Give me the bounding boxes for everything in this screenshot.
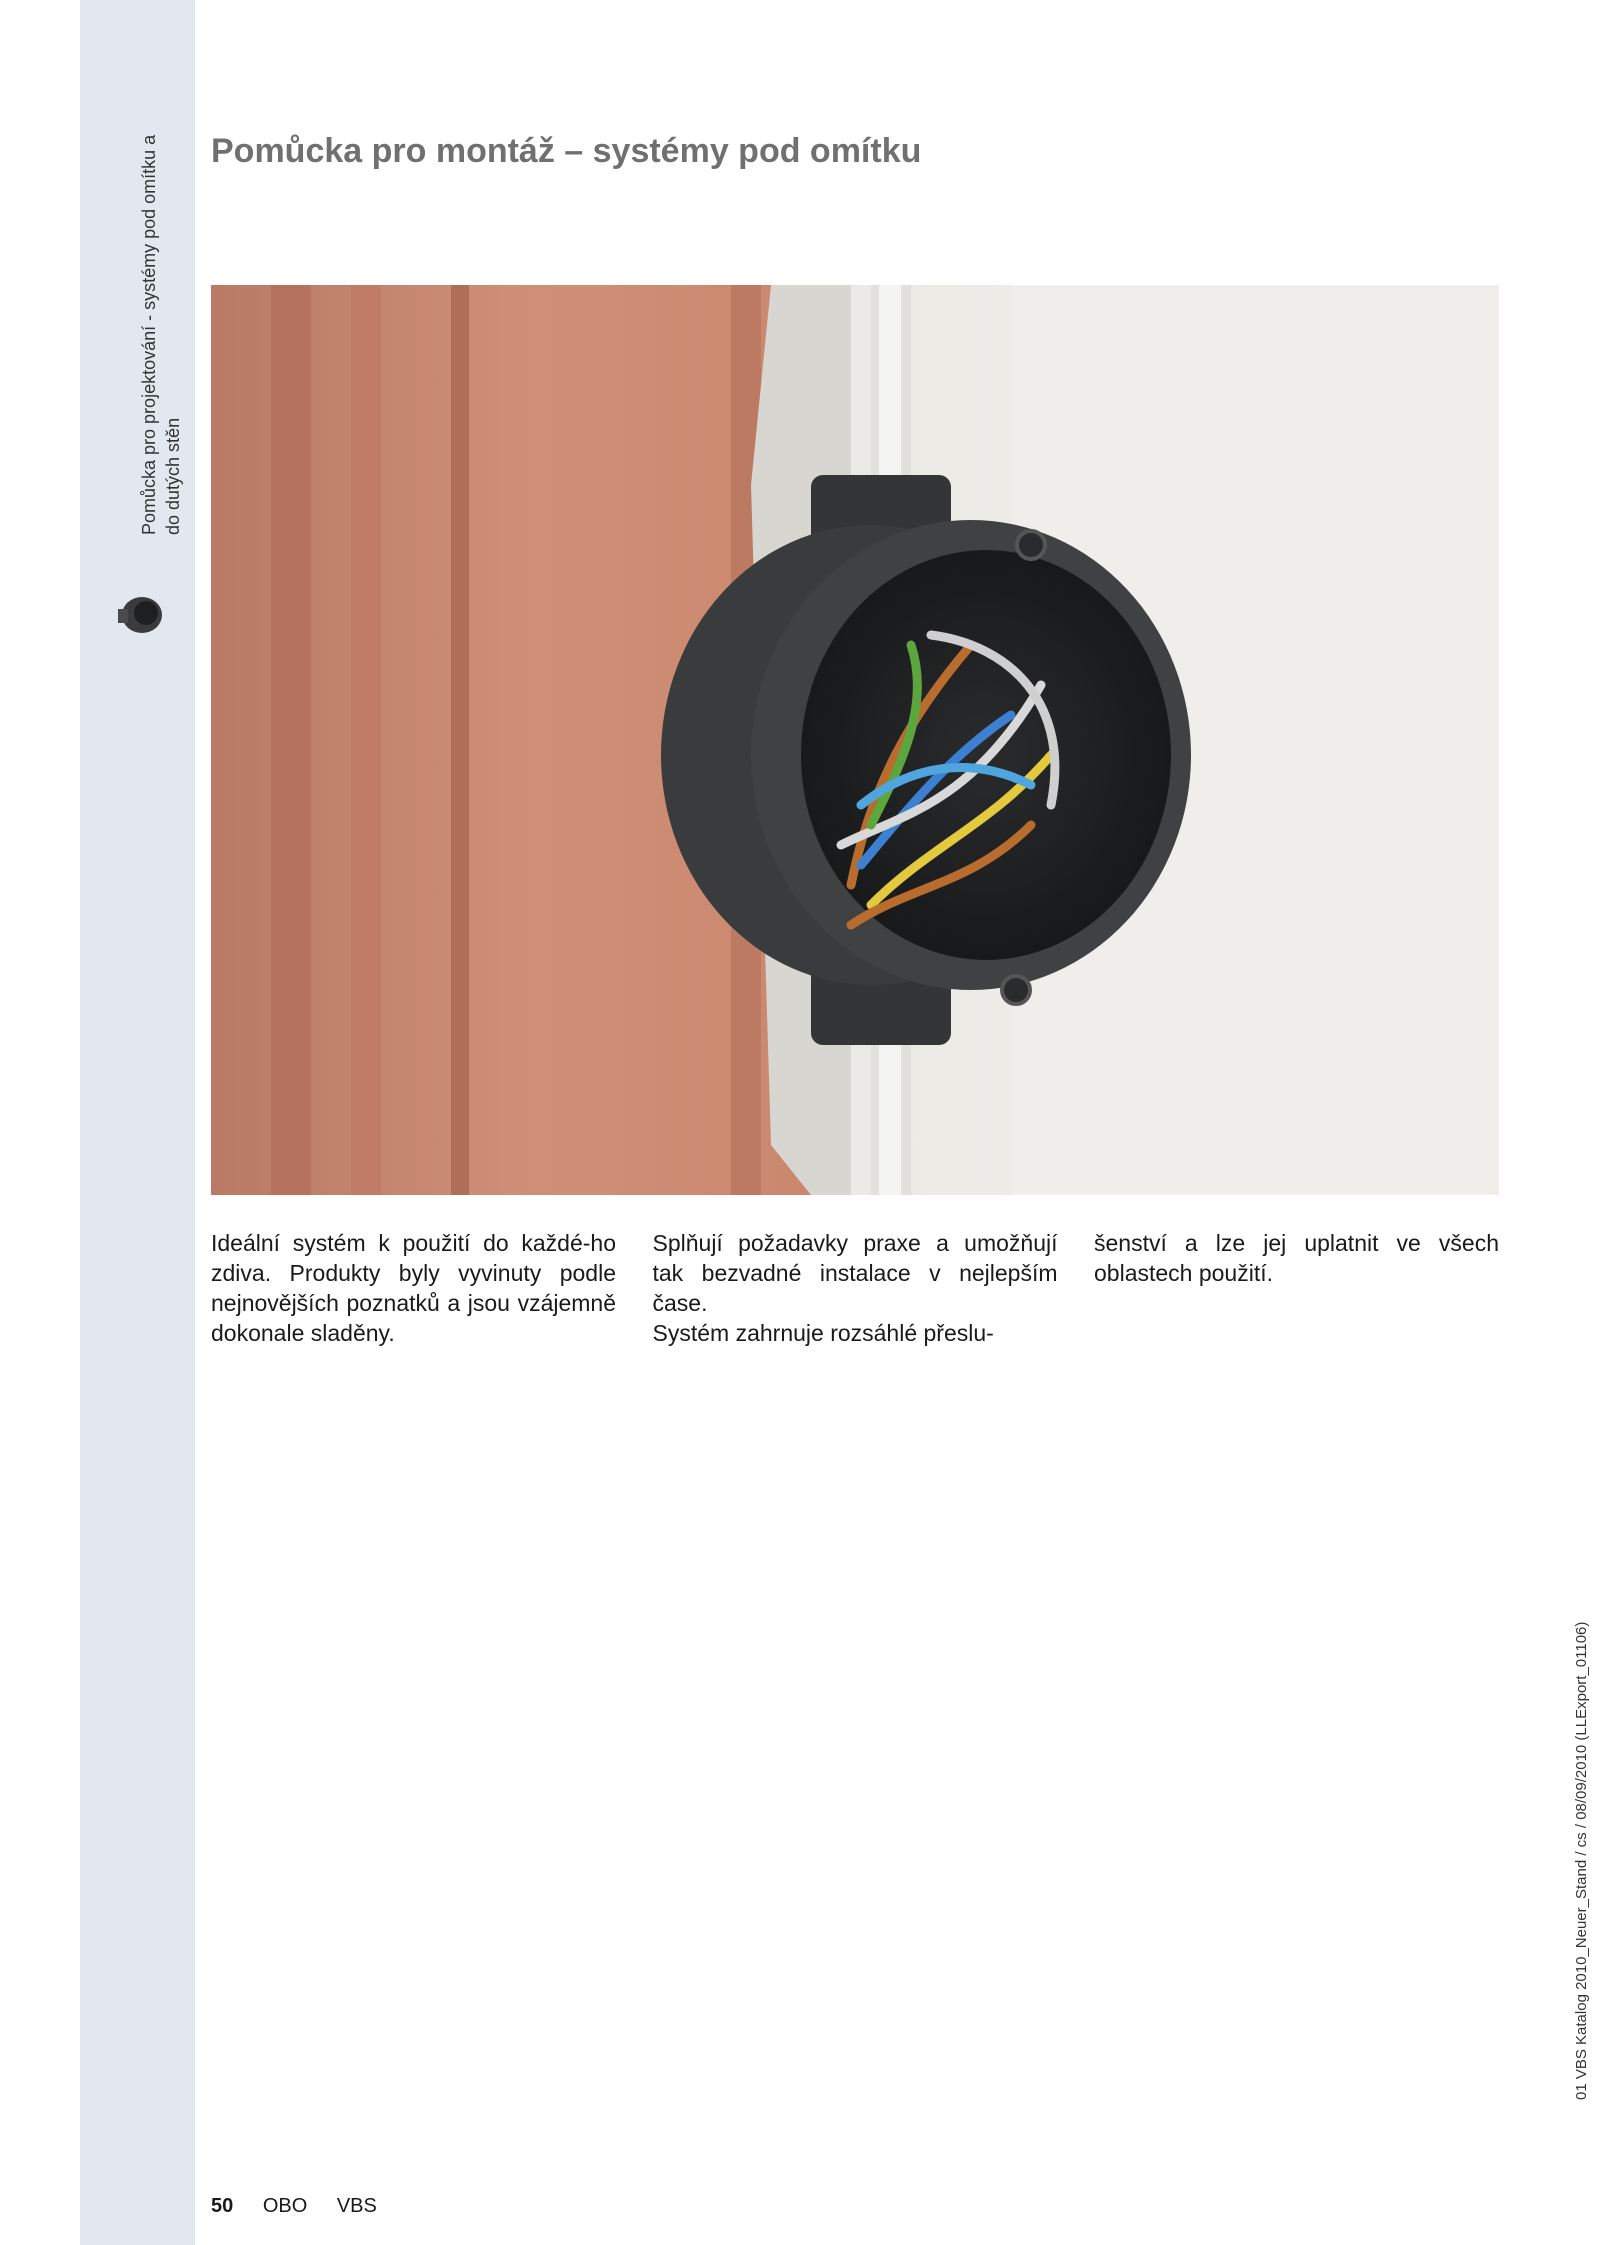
column-2-paragraph-1: Splňují požadavky praxe a umožňují tak bezvadné instalace v nejlepším čase. [652, 1230, 1058, 1316]
text-column-3 [1094, 1228, 1499, 1348]
sidebar-label-line1: Pomůcka pro projektování - systémy pod omítku a [139, 134, 159, 535]
text-column-2 [653, 1228, 1058, 1348]
page-number: 50 [211, 2195, 234, 2217]
column-3-paragraph: šenství a lze jej uplatnit ve všech oblastech použití. [1094, 1230, 1499, 1286]
column-2-paragraph-2: Systém zahrnuje rozsáhlé přeslu- [652, 1320, 994, 1346]
catalog-meta: 01 VBS Katalog 2010_Neuer_Stand / cs / 08/09/2010 (LLExport_01106) [1573, 1621, 1590, 2100]
product-name: VBS [336, 2195, 377, 2217]
brand-name: OBO [262, 2195, 308, 2217]
sidebar-label [137, 35, 185, 535]
flush-mounted-junction-box-photo [211, 285, 1499, 1195]
flush-box-icon [110, 585, 170, 645]
page-title: Pomůcka pro montáž – systémy pod omítku [211, 132, 922, 170]
junction-box-photo [211, 285, 1499, 1195]
body-text-columns [211, 1228, 1499, 1348]
column-1-paragraph: Ideální systém k použití do každé-ho zdiva. Produkty byly vyvinuty podle nejnovějších poznatků a jsou vzájemně dokonale sladěny. [211, 1230, 616, 1346]
sidebar-label-line2: do dutých stěn [163, 417, 183, 535]
text-column-1 [211, 1228, 616, 1348]
page-footer [211, 2195, 377, 2218]
